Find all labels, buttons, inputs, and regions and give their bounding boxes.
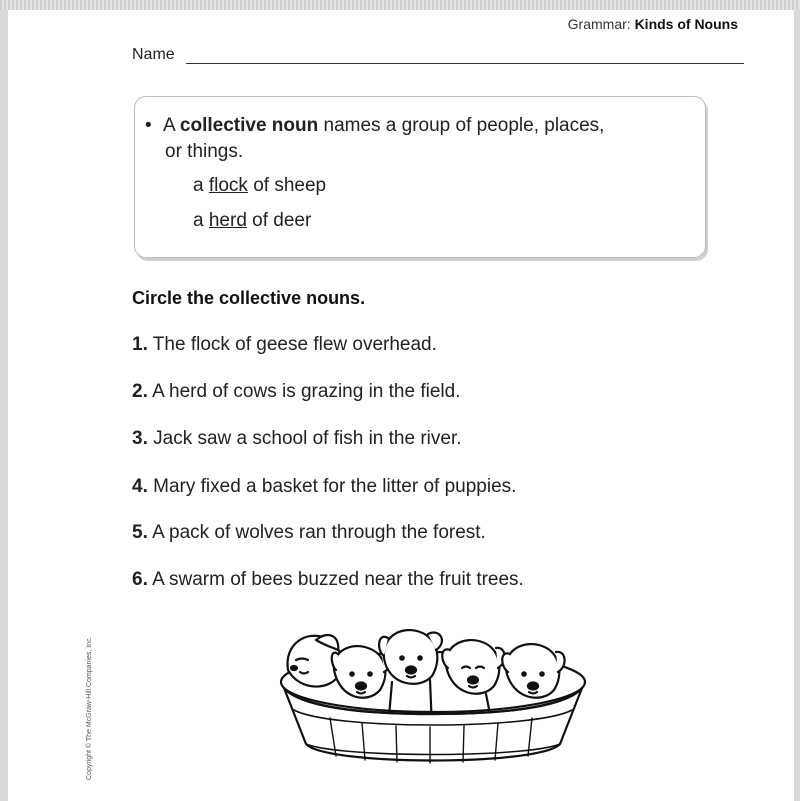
puppies-basket-illustration <box>270 620 596 780</box>
item-number: 2. <box>132 381 148 402</box>
exercise-item-4[interactable] <box>132 476 516 498</box>
header-category: Grammar: <box>567 16 631 32</box>
name-write-line[interactable] <box>186 63 744 64</box>
bullet-icon: • <box>145 115 152 136</box>
item-number: 5. <box>132 522 148 543</box>
item-number: 1. <box>132 334 148 355</box>
example-tail: of sheep <box>253 175 327 196</box>
directions: Circle the collective nouns. <box>132 288 366 308</box>
exercise-item-6[interactable] <box>132 569 524 591</box>
exercise-item-2[interactable] <box>132 381 460 403</box>
example-article: a <box>193 175 204 196</box>
item-sentence: Jack saw a school of fish in the river. <box>153 428 462 449</box>
top-edge-strip <box>0 0 800 10</box>
rule-box <box>134 96 706 258</box>
item-sentence: Mary fixed a basket for the litter of puppies. <box>153 476 517 497</box>
item-number: 6. <box>132 569 148 590</box>
example-noun: herd <box>208 210 247 231</box>
example-2 <box>193 208 311 234</box>
rule-definition <box>145 113 685 165</box>
item-sentence: A swarm of bees buzzed near the fruit trees. <box>152 569 524 590</box>
exercise-item-5[interactable] <box>132 522 486 544</box>
item-sentence: The flock of geese flew overhead. <box>152 334 437 355</box>
page-header <box>568 16 738 32</box>
example-noun: flock <box>208 175 248 196</box>
copyright-notice: Copyright © The McGraw-Hill Companies, Inc. <box>86 636 93 780</box>
worksheet-page <box>8 10 794 801</box>
rule-text-line2: or things. <box>165 141 244 162</box>
item-sentence: A herd of cows is grazing in the field. <box>152 381 461 402</box>
item-sentence: A pack of wolves ran through the forest. <box>152 522 486 543</box>
example-tail: of deer <box>252 210 312 231</box>
name-field <box>132 46 744 68</box>
rule-term: collective noun <box>179 115 319 136</box>
exercise-item-3[interactable] <box>132 428 462 450</box>
rule-lead: A <box>163 115 175 136</box>
item-number: 3. <box>132 428 148 449</box>
example-1 <box>193 173 326 199</box>
item-number: 4. <box>132 476 148 497</box>
example-article: a <box>193 210 204 231</box>
name-label: Name <box>132 46 175 63</box>
exercise-item-1[interactable] <box>132 334 437 356</box>
header-topic: Kinds of Nouns <box>634 16 738 32</box>
rule-text-line1: names a group of people, places, <box>323 115 605 136</box>
